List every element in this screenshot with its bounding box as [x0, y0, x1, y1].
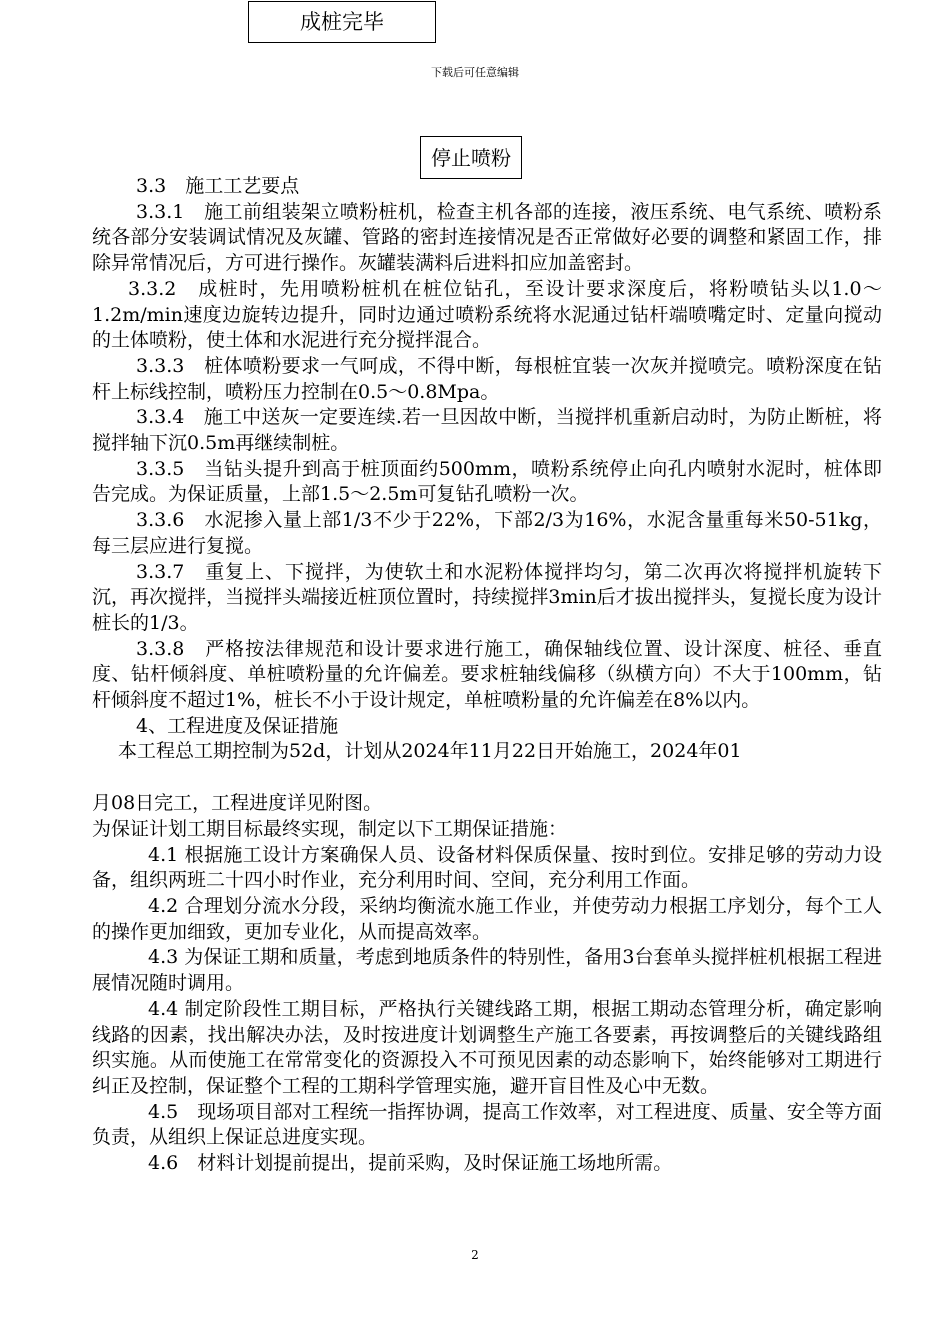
document-body: [92, 174, 882, 1177]
flowchart-box-stop-spraying: 停止喷粉: [420, 136, 522, 179]
paragraph: 4.1 根据施工设计方案确保人员、设备材料保质保量、按时到位。安排足够的劳动力设备，组织两班二十四小时作业，充分利用时间、空间，充分利用工作面。: [92, 843, 882, 892]
paragraph: 3.3.6 水泥掺入量上部1/3不少于22%，下部2/3为16%，水泥含量重每米50-51kg，每三层应进行复搅。: [92, 509, 882, 557]
blank-line: [92, 765, 882, 791]
paragraph: 月08日完工，工程进度详见附图。: [92, 792, 383, 815]
paragraph: 3.3.4 施工中送灰一定要连续.若一旦因故中断，当搅拌机重新启动时，为防止断桩，将搅拌轴下沉0.5m再继续制桩。: [92, 406, 882, 455]
paragraph: 4.2 合理划分流水分段，采纳均衡流水施工作业，并使劳动力根据工序划分，每个工人的操作更加细致，更加专业化，从而提高效率。: [92, 894, 882, 943]
flowchart-box-pile-complete: 成桩完毕: [248, 1, 436, 43]
paragraph: 3.3.1 施工前组装架立喷粉桩机，检查主机各部的连接，液压系统、电气系统、喷粉系统各部分安装调试情况及灰罐、管路的密封连接情况是否正常做好必要的调整和紧固工作，排除异常情况后，方可进行操作。灰罐装满料后进料扣应加盖密封。: [92, 200, 882, 275]
paragraph: 为保证计划工期目标最终实现，制定以下工期保证措施：: [92, 817, 568, 840]
paragraph: 3.3.3 桩体喷粉要求一气呵成，不得中断，每根桩宜装一次灰并搅喷完。喷粉深度在钻杆上标线控制，喷粉压力控制在0.5～0.8Mpa。: [92, 354, 882, 403]
paragraph: 3.3.7 重复上、下搅拌，为使软土和水泥粉体搅拌均匀，第二次再次将搅拌机旋转下沉，再次搅拌，当搅拌头端接近桩顶位置时，持续搅拌3min后才拔出搅拌头，复搅长度为设计桩长的1/3。: [92, 560, 882, 634]
paragraph: 4.3 为保证工期和质量，考虑到地质条件的特别性，备用3台套单头搅拌桩机根据工程进展情况随时调用。: [92, 946, 882, 995]
paragraph: 4.4 制定阶段性工期目标，严格执行关键线路工期，根据工期动态管理分析，确定影响线路的因素，找出解决办法，及时按进度计划调整生产施工各要素，再按调整后的关键线路组织实施。从而使施工在常常变化的资源投入不可预见因素的动态影响下，始终能够对工期进行纠正及控制，保证整个工程的工期科学管理实施，避开盲目性及心中无数。: [92, 997, 882, 1097]
paragraph: 3.3.2 成桩时，先用喷粉桩机在桩位钻孔，至设计要求深度后，将粉喷钻头以1.0～1.2m/min速度边旋转边提升，同时边通过喷粉系统将水泥通过钻杆端喷嘴定时、定量向搅动的土体喷粉，使土体和水泥进行充分搅拌混合。: [92, 277, 882, 352]
paragraph: 3.3.5 当钻头提升到高于桩顶面约500mm，喷粉系统停止向孔内喷射水泥时，桩体即告完成。为保证质量，上部1.5～2.5m可复钻孔喷粉一次。: [92, 457, 882, 506]
paragraph: 3.3.8 严格按法律规范和设计要求进行施工，确保轴线位置、设计深度、桩径、垂直度、钻杆倾斜度、单桩喷粉量的允许偏差。要求桩轴线偏移（纵横方向）不大于100mm，钻杆倾斜度不超过1%，桩长不小于设计规定，单桩喷粉量的允许偏差在8%以内。: [92, 637, 882, 712]
paragraph: 4.5 现场项目部对工程统一指挥协调，提高工作效率，对工程进度、质量、安全等方面负责，从组织上保证总进度实现。: [92, 1100, 882, 1149]
paragraph: 4.6 材料计划提前提出，提前采购，及时保证施工场地所需。: [148, 1152, 673, 1175]
header-note: 下载后可任意编辑: [431, 66, 519, 79]
section-heading: 3.3 施工工艺要点: [136, 175, 300, 197]
paragraph: 本工程总工期控制为52d，计划从2024年11月22日开始施工，2024年01: [118, 740, 742, 763]
page-number: 2: [471, 1248, 479, 1262]
section-heading: 4、工程进度及保证措施: [136, 714, 339, 737]
